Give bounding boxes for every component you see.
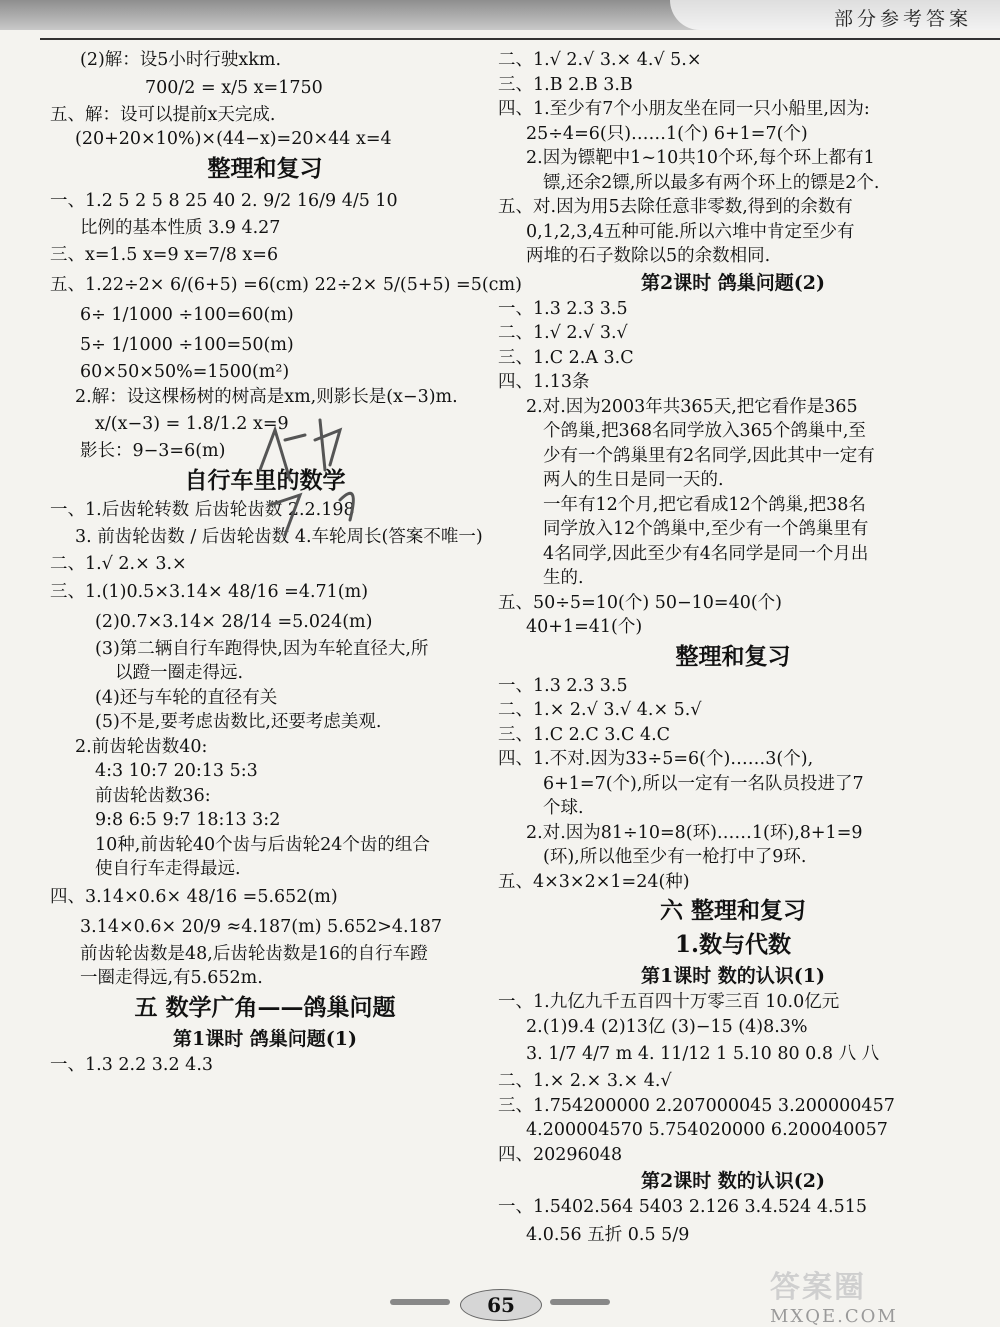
answer-line: 三、1.C 2.C 3.C 4.C xyxy=(498,724,671,745)
answer-line: 二、1.√ 2.√ 3.√ xyxy=(498,323,628,343)
answer-line: 二、1.× 2.√ 3.√ 4.× 5.√ xyxy=(498,700,702,720)
answer-line: (2)解：设5小时行驶xkm. xyxy=(80,50,282,70)
answer-line: 五、50÷5=10(个) 50−10=40(个) xyxy=(498,592,782,613)
section-heading: 1.数与代数 xyxy=(674,931,791,958)
answer-line: (2)0.7×3.14× 28/14 =5.024(m) xyxy=(95,611,373,632)
answer-line: 四、3.14×0.6× 48/16 =5.652(m) xyxy=(50,886,338,907)
answer-line: 前齿轮齿数36: xyxy=(95,785,211,806)
answer-line: 2.对.因为2003年共365天,把它看作是365 xyxy=(526,396,858,417)
answer-line: 以蹬一圈走得远. xyxy=(115,663,244,683)
watermark xyxy=(770,1262,980,1327)
answer-line: (4)还与车轮的直径有关 xyxy=(95,687,278,708)
answer-line: 3.14×0.6× 20/9 ≈4.187(m) 5.652>4.187 xyxy=(80,916,442,937)
header-rule xyxy=(40,38,1000,40)
answer-line: 三、1.B 2.B 3.B xyxy=(498,74,633,95)
answer-line: 比例的基本性质 3.9 4.27 xyxy=(80,217,281,238)
answer-line: 二、1.× 2.× 3.× 4.√ xyxy=(498,1071,672,1091)
answer-line: 四、1.至少有7个小朋友坐在同一只小船里,因为: xyxy=(498,99,870,119)
answer-line: 二、1.√ 2.√ 3.× 4.√ 5.× xyxy=(498,50,702,70)
answer-line: (环),所以他至少有一枪打中了9环. xyxy=(543,847,807,867)
answer-line: 4.200004570 5.754020000 6.200040057 xyxy=(526,1120,888,1140)
answer-line: 三、1.C 2.A 3.C xyxy=(498,347,634,368)
answer-line: 个鸽巢,把368名同学放入365个鸽巢中,至 xyxy=(543,421,866,441)
page-number: 65 xyxy=(460,1289,542,1321)
answer-line: (20+20×10%)×(44−x)=20×44 x=4 xyxy=(75,129,392,149)
answer-line: 6+1=7(个),所以一定有一名队员投进了7 xyxy=(543,773,864,794)
answer-line: 2.前齿轮齿数40: xyxy=(75,736,208,757)
footer-ornament-right xyxy=(550,1299,610,1305)
watermark-domain: MXQE.COM xyxy=(770,1306,898,1327)
answer-line: 四、20296048 xyxy=(498,1144,623,1165)
answer-line: 五、对.因为用5去除任意非零数,得到的余数有 xyxy=(498,197,853,217)
answer-line: 影长：9−3=6(m) xyxy=(80,441,226,461)
answer-line: 镖,还余2镖,所以最多有两个环上的镖是2个. xyxy=(543,172,880,193)
section-heading: 五 数学广角——鸽巢问题 xyxy=(134,993,396,1021)
section-heading: 整理和复习 xyxy=(675,642,791,670)
answer-line: 2.解：设这棵杨树的树高是xm,则影长是(x−3)m. xyxy=(75,386,458,407)
answer-line: 40+1=41(个) xyxy=(526,617,643,637)
answer-line: 10种,前齿轮40个齿与后齿轮24个齿的组合 xyxy=(95,834,430,855)
answer-line: 生的. xyxy=(543,568,584,588)
answer-line: 两人的生日是同一天的. xyxy=(543,470,724,490)
answer-line: 25÷4=6(只)……1(个) 6+1=7(个) xyxy=(526,123,808,144)
answer-line: 2.因为镖靶中1~10共10个环,每个环上都有1 xyxy=(526,148,875,168)
answer-line: 一、1.3 2.3 3.5 xyxy=(498,298,628,319)
answer-line: 两堆的石子数除以5的余数相同. xyxy=(526,246,771,266)
answer-line: 4:3 10:7 20:13 5:3 xyxy=(95,761,258,781)
answer-line: 一、1.九亿九千五百四十万零三百 10.0亿元 xyxy=(498,992,840,1012)
answer-line: 五、解：设可以提前x天完成. xyxy=(50,104,276,125)
section-heading: 自行车里的数学 xyxy=(184,466,346,494)
answer-line: 4名同学,因此至少有4名同学是同一个月出 xyxy=(543,543,869,564)
answer-line: 一、1.3 2.3 3.5 xyxy=(498,675,628,696)
answer-line: 3. 1/7 4/7 m 4. 11/12 1 5.10 80 0.8 八 八 xyxy=(526,1044,880,1064)
page-header xyxy=(0,0,1000,40)
answer-line: 一、1.3 2.2 3.2 4.3 xyxy=(50,1054,214,1075)
answer-line: 一、1.后齿轮转数 后齿轮齿数 2.2.198 xyxy=(50,499,355,520)
answer-line: 5÷ 1/1000 ÷100=50(m) xyxy=(80,335,294,355)
answer-line: 三、1.754200000 2.207000045 3.200000457 xyxy=(498,1095,895,1116)
footer-ornament-left xyxy=(390,1299,450,1305)
answer-line: 前齿轮齿数是48,后齿轮齿数是16的自行车蹬 xyxy=(80,943,428,964)
answer-line: 一年有12个月,把它看成12个鸽巢,把38名 xyxy=(543,494,866,515)
answer-line: 一圈走得远,有5.652m. xyxy=(80,968,263,988)
watermark-main: 答案圈 xyxy=(770,1270,866,1305)
header-title: 部分参考答案 xyxy=(833,8,972,30)
answer-line: 五、1.22÷2× 6/(6+5) =6(cm) 22÷2× 5/(5+5) =5(cm) xyxy=(50,275,522,295)
section-heading: 第1课时 数的认识(1) xyxy=(640,965,826,987)
answer-line: 3. 前齿轮齿数 / 后齿轮齿数 4.车轮周长(答案不唯一) xyxy=(75,527,483,547)
handwritten-scribble xyxy=(230,410,400,560)
answer-line: 4.0.56 五折 0.5 5/9 xyxy=(526,1224,690,1245)
answer-line: 一、1.5402.564 5403 2.126 3.4.524 4.515 xyxy=(498,1197,867,1217)
answer-line: 二、1.√ 2.× 3.× xyxy=(50,554,187,574)
answer-line: 同学放入12个鸽巢中,至少有一个鸽巢里有 xyxy=(543,519,869,539)
answer-line: 使自行车走得最远. xyxy=(95,859,241,879)
answer-line: 一、1.2 5 2 5 8 25 40 2. 9/2 16/9 4/5 10 xyxy=(50,190,398,211)
answer-line: 60×50×50%=1500(m²) xyxy=(80,362,290,382)
section-heading: 第2课时 数的认识(2) xyxy=(640,1170,826,1192)
section-heading: 第2课时 鸽巢问题(2) xyxy=(640,271,826,294)
answer-line: 三、1.(1)0.5×3.14× 48/16 =4.71(m) xyxy=(50,581,369,602)
answer-line: 五、4×3×2×1=24(种) xyxy=(498,871,690,892)
section-heading: 六 整理和复习 xyxy=(659,897,806,924)
answer-line: 700/2 = x/5 x=1750 xyxy=(145,77,323,98)
answer-line: 6÷ 1/1000 ÷100=60(m) xyxy=(80,305,294,325)
answer-line: 2.(1)9.4 (2)13亿 (3)−15 (4)8.3% xyxy=(526,1016,808,1037)
answer-line: 0,1,2,3,4五种可能.所以六堆中肯定至少有 xyxy=(526,221,855,242)
answer-line: 个球. xyxy=(543,798,584,818)
answer-line: 9:8 6:5 9:7 18:13 3:2 xyxy=(95,810,281,830)
section-heading: 整理和复习 xyxy=(207,154,323,182)
answer-line: 四、1.不对.因为33÷5=6(个)……3(个), xyxy=(498,749,814,769)
left-column xyxy=(50,48,522,1077)
answer-line: (3)第二辆自行车跑得快,因为车轮直径大,所 xyxy=(95,638,429,659)
answer-line: 四、1.13条 xyxy=(498,372,590,392)
answer-line: (5)不是,要考虑齿数比,还要考虑美观. xyxy=(95,712,382,732)
answer-line: 2.对.因为81÷10=8(环)……1(环),8+1=9 xyxy=(526,822,863,843)
answer-line: x/(x−3) = 1.8/1.2 x=9 xyxy=(95,414,289,434)
right-column xyxy=(498,48,968,1250)
answer-line: 少有一个鸽巢里有2名同学,因此其中一定有 xyxy=(543,445,875,466)
answer-line: 三、x=1.5 x=9 x=7/8 x=6 xyxy=(50,245,279,265)
section-heading: 第1课时 鸽巢问题(1) xyxy=(172,1027,358,1050)
